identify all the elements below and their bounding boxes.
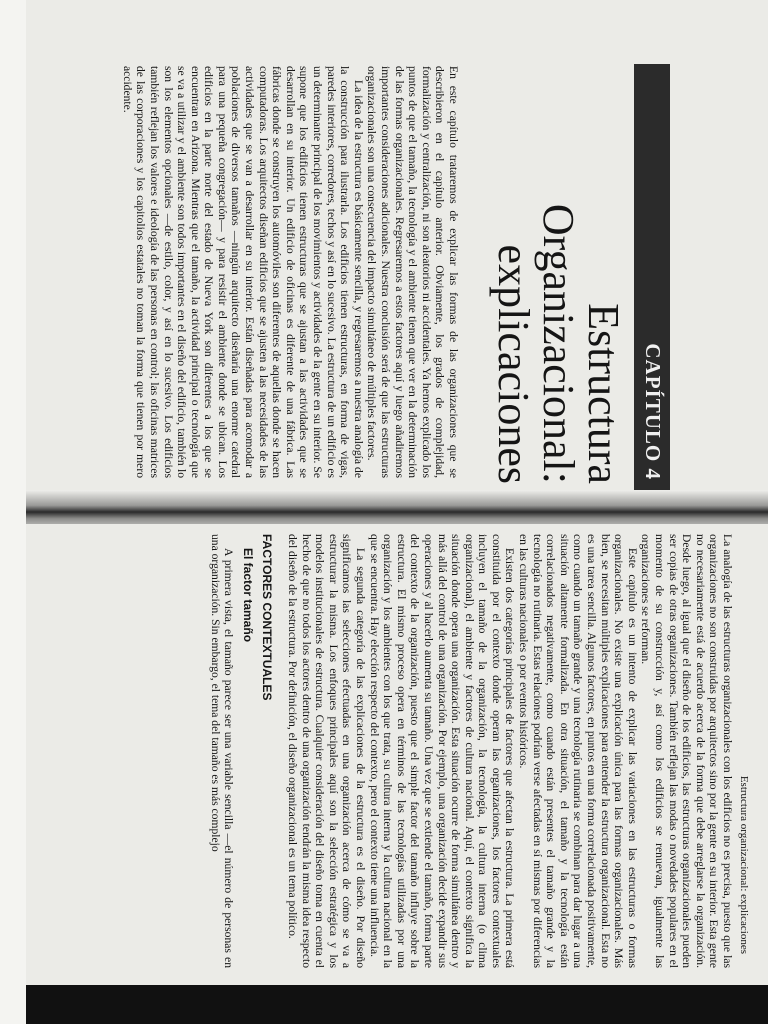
- paragraph: Este capítulo es un intento de explicar las variaciones en las estructuras o formas organizacionales. No existe una explicación única para las formas organizacionales. Más bien, se necesitan múltiples explicaciones para entender la estructura organizacional. Esta no es una tarea sencilla. Algunos factores, en puntos en una forma correlacionada positivamente, como cuando un tamaño grande y una tecnología rutinaria se combinan para dar lugar a una situación altamente formalizada. En otra situación, el tamaño y la tecnología están correlacionados negativamente, como cuando están presentes el tamaño grande y la tecnología no rutinaria. Estas relaciones podrían verse afectadas en sí mismas por diferencias en las culturas nacionales o por eventos históricos.: [517, 534, 639, 968]
- paragraph: A primera vista, el tamaño parece ser una variable sencilla —el número de personas en una organización. Sin embargo, el tema del tamaño es más complejo: [208, 534, 236, 968]
- subsection-heading: El factor tamaño: [240, 548, 255, 643]
- paragraph: La analogía de las estructuras organizacionales con los edificios no es precisa, puesto que las organizaciones no son construidas por arquitectos sino por la gente en su interior. Esta gente no necesariamente está de acuerdo acerca de la forma que debe arreglarse la organización. Desde luego, al igual que el diseño de los edificios, las estructuras organizacionales pueden ser copias de otras organizaciones. También reflejan las modas o novedades populares en el momento de su construcción y, así como los edificios se renuevan, igualmente las organizaciones se reforman.: [639, 534, 734, 968]
- running-header: Estructura organizacional: explicaciones: [738, 775, 750, 954]
- title-line: Estructura: [579, 303, 628, 484]
- title-line: explicaciones: [489, 244, 538, 484]
- paragraph: En este capítulo trataremos de explicar las formas de las organizaciones que se describieron en el capítulo anterior. Obviamente, los grados de complejidad, formalización y centralización, ni son aleatorios ni accidentales. Ya hemos explicado los puntos de que el tamaño, la tecnología y el ambiente tienen que ver en la determinación de las formas organizacionales. Regresaremos a estos factores aquí y luego añadiremos importantes consideraciones adicionales. Nuestra conclusión será de que las estructuras organizacionales son una consecuencia del impacto simultáneo de múltiples factores.: [365, 66, 460, 478]
- paragraph: Existen dos categorías principales de factores que afectan la estructura. La primera está constituida por el contexto donde operan las organizaciones, los factores contextuales incluyen el tamaño de la organización, la tecnología, la cultura interna (o clima organizacional), el ambiente y factores de cultura nacional. Aquí, el contexto significa la situación donde opera una organización. Esta situación ocurre de forma simultánea dentro y más allá del control de una organización. Por ejemplo, una organización decide expandir sus operaciones y al hacerlo aumenta su tamaño. Una vez que se extiende el tamaño, forma parte del contexto de la organización, puesto que el simple factor del tamaño influye sobre la estructura. El mismo proceso opera en términos de las tecnologías utilizadas por una organización y los ambientes con los que trata, su cultura interna y la cultura nacional en la que se encuentra. Hay elección respecto del contexto, pero el contexto tiene una influencia.: [367, 534, 517, 968]
- title-line: Organizacional:: [534, 203, 583, 484]
- right-body-text: [208, 534, 734, 968]
- paragraph: La idea de la estructura es básicamente sencilla, y regresaremos a nuestra analogía de la construcción para ilustrarla. Los edificios tienen estructuras, en forma de vigas, paredes interiores, corredores, techos y así en lo sucesivo. La estructura de un edificio es un determinante principal de los movimientos y actividades de la gente en su interior. Se supone que los edificios tienen estructuras que se ajustan a las actividades que se desarrollan en su interior. Un edificio de oficinas es diferente de una fábrica. Las fábricas donde se construyen los automóviles son diferentes de aquellas donde se hacen computadoras. Los arquitectos diseñan edificios que se ajusten a las necesidades de las actividades que se van a desarrollar en su interior. Están diseñadas para acomodar a poblaciones de diversos tamaños —ningún arquitecto diseñaría una enorme catedral para una pequeña congregación— y para resistir el ambiente donde se ubican. Los edificios en la parte norte del estado de Nueva York son diferentes a los que se encuentran en Arizona. Mientras que el tamaño, la actividad principal o tecnología que se va a utilizar y el ambiente son todos importantes en el diseño del edificio, también lo son los elementos opcionales —de estilo, color, y así en lo sucesivo. Los edificios también reflejan los valores e ideología de las personas en control; las oficinas matrices de las corporaciones y los capitolios estatales no toman la forma que tienen por mero accidente.: [120, 66, 365, 478]
- section-heading: FACTORES CONTEXTUALES: [260, 534, 275, 701]
- chapter-label: CAPÍTULO 4: [641, 343, 665, 480]
- right-page: [0, 524, 768, 1024]
- left-body-text: [120, 66, 460, 478]
- chapter-title: [491, 64, 626, 484]
- paper-margin: [0, 0, 26, 1024]
- paragraph: La segunda categoría de las explicaciones de la estructura es el diseño. Por diseño significamos las selecciones efectuadas en una organización acerca de cómo se va a estructurar la misma. Los enfoques principales aquí son la selección estratégica y los modelos institucionales de estructura. Cualquier consideración del diseño toma en cuenta el hecho de que no todos los actores dentro de una organización tendrán la misma idea respecto del diseño de la estructura. Por definición, el diseño organizacional es un tema político.: [286, 534, 367, 968]
- left-page: [0, 0, 768, 500]
- scanner-edge-shadow: [0, 985, 768, 1024]
- chapter-banner: [634, 64, 670, 494]
